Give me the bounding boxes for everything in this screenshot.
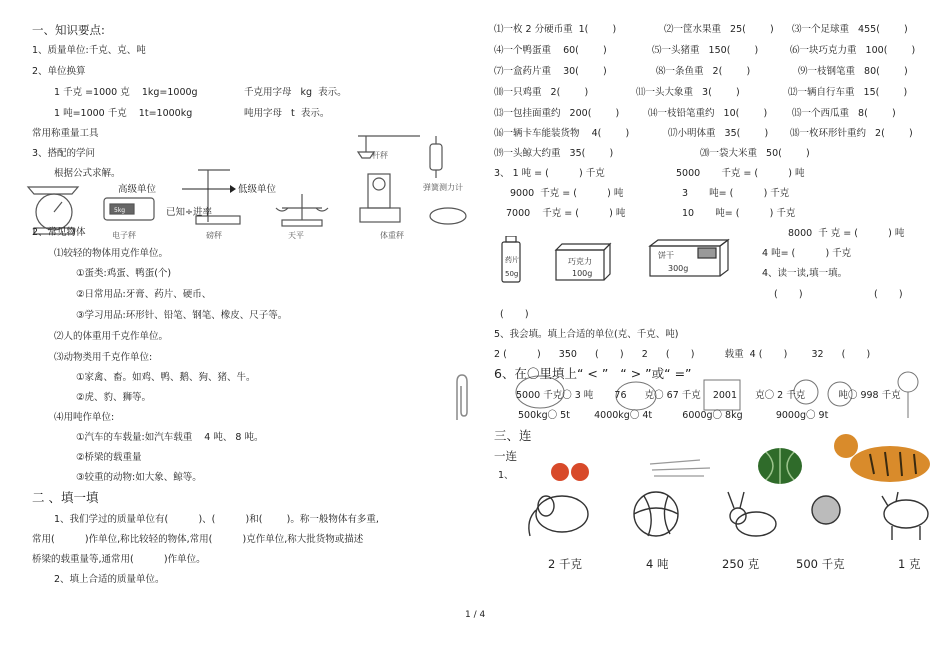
question-item: ⑿一辆自行车重 15( ) xyxy=(788,87,908,98)
text-line: 吨用字母 t 表示。 xyxy=(244,108,330,119)
section-heading: 二 、填一填 xyxy=(32,490,99,505)
question-item: ⑼一枝钢笔重 80( ) xyxy=(798,66,908,77)
match-bottom-row xyxy=(520,486,940,546)
text-line: 2、单位换算 xyxy=(32,66,86,77)
text-line: 1、我们学过的质量单位有( )、( )和( )。称一般物体有多重, xyxy=(54,514,379,525)
weight-option: 2 千克 xyxy=(548,557,582,571)
steelyard-icon xyxy=(358,136,420,158)
question-line: 2 ( ) 350 ( ) 2 ( ) 载重 4 ( ) 32 ( ) xyxy=(494,349,871,360)
text-line: 3、搭配的学问 xyxy=(32,148,96,159)
text-line: 1 吨=1000 千克 1t=1000kg xyxy=(54,108,193,119)
weight-option: 4 吨 xyxy=(646,557,669,571)
svg-text:5kg: 5kg xyxy=(114,207,126,214)
spring-scale-icon xyxy=(430,136,442,178)
text-line: ①家禽、畜。如鸡、鸭、鹅、狗、猪、牛。 xyxy=(76,372,256,383)
conversion-item: 3 吨= ( ) 千克 xyxy=(682,188,790,199)
answer-blank: ( ) xyxy=(874,289,903,300)
text-line: ③较重的动物:如大象、鲸等。 xyxy=(76,472,202,483)
text-line: 千克用字母 kg 表示。 xyxy=(244,87,347,98)
text-line: 1 千克 =1000 克 1kg=1000g xyxy=(54,87,198,98)
question-heading: 5、我会填。填上合适的单位(克、千克、吨) xyxy=(494,329,679,340)
biscuit-weight: 300g xyxy=(668,264,689,273)
coin-icon xyxy=(812,496,840,524)
scale-label: 天平 xyxy=(288,231,304,240)
scale-label: 磅秤 xyxy=(206,231,222,240)
question-item: ⑽一只鸡重 2( ) xyxy=(494,87,589,98)
conversion-item: 9000 千克 = ( ) 吨 xyxy=(510,188,624,199)
question-item: ⒂一个西瓜重 8( ) xyxy=(792,108,896,119)
text-line: ⑷用吨作单位: xyxy=(54,412,115,423)
text-line: ③学习用品:环形针、铅笔、钢笔、橡皮、尺子等。 xyxy=(76,310,288,321)
section-heading: 一、知识要点: xyxy=(32,23,105,37)
question-item: ⒃一辆卡车能装货物 4( ) xyxy=(494,128,630,139)
question-number: 1、 xyxy=(498,470,514,481)
text-line: ①蛋类:鸡蛋、鸭蛋(个) xyxy=(76,268,172,279)
chocolate-label: 巧克力 xyxy=(568,257,592,266)
text-line: 常用称重量工具 xyxy=(32,128,99,139)
section-heading: 三、连 xyxy=(494,428,532,443)
text-line: 1、质量单位:千克、克、吨 xyxy=(32,45,146,56)
scale-label: 杆秤 xyxy=(372,151,388,160)
text-line: 桥梁的载重量等,通常用( )作单位。 xyxy=(32,554,206,565)
weight-option: 250 克 xyxy=(722,557,760,571)
question-item: ⒇一袋大米重 50( ) xyxy=(700,148,810,159)
subheading: 一连 xyxy=(494,449,517,463)
rabbit-icon xyxy=(728,492,776,536)
medicine-weight: 50g xyxy=(505,270,519,278)
biscuit-label: 饼干 xyxy=(658,251,674,260)
text-line: ⑵人的体重用千克作单位。 xyxy=(54,331,169,342)
text-line: ⑴较轻的物体用克作单位。 xyxy=(54,248,169,259)
answer-blank: ( ) xyxy=(774,289,803,300)
question-item: ⑴一枚 2 分硬币重 1( ) xyxy=(494,24,617,35)
question-item: ⑷一个鸭蛋重 60( ) xyxy=(494,45,607,56)
text-line: 常用( )作单位,称比较轻的物体,常用( )克作单位,称大批货物或描述 xyxy=(32,534,364,545)
question-item: ⑶一个足球重 455( ) xyxy=(792,24,908,35)
question-item: ⑸一头猪重 150( ) xyxy=(652,45,759,56)
products-illustration xyxy=(498,236,748,286)
question-item: ⑹一块巧克力重 100( ) xyxy=(790,45,916,56)
text-line: ①汽车的车载量:如汽车载重 4 吨、 8 吨。 xyxy=(76,432,264,443)
chocolate-weight: 100g xyxy=(572,269,593,278)
text-line: 2、填上合适的质量单位。 xyxy=(54,574,165,585)
cow-icon xyxy=(882,492,928,540)
scale-label: 弹簧测力计 xyxy=(423,183,463,192)
elephant-icon xyxy=(529,496,588,536)
weight-option: 500 千克 xyxy=(796,557,845,571)
child-icon xyxy=(898,372,918,392)
match-top-row xyxy=(540,424,940,494)
question-item: ⒀一包挂面重约 200( ) xyxy=(494,108,620,119)
arrow-head-icon xyxy=(230,185,236,193)
paper-clip-icon xyxy=(451,372,473,424)
high-unit-label: 高级单位 xyxy=(118,184,157,195)
tomato-icon xyxy=(551,463,589,481)
question-item: ⑻一条鱼重 2( ) xyxy=(656,66,751,77)
scale-label: 电子秤 xyxy=(112,231,136,240)
conversion-item: 7000 千克 = ( ) 吨 xyxy=(506,208,626,219)
question-item: ⑾一头大象重 3( ) xyxy=(636,87,740,98)
question-heading: 6、在〇里填上“ < ” “ > ”或“ =” xyxy=(494,366,692,381)
text-line: ②桥梁的载重量 xyxy=(76,452,142,463)
question-line: 5000 千克〇 3 吨 76 克〇 67 千克 2001 克〇 2 千克 吨〇 998 千克 xyxy=(516,390,901,401)
answer-blank: ( ) xyxy=(500,309,529,320)
low-unit-label: 低级单位 xyxy=(238,184,277,195)
weight-option: 1 克 xyxy=(898,557,921,571)
conversion-item: 8000 千 克 = ( ) 吨 xyxy=(788,228,905,239)
question-line: 500kg〇 5t 4000kg〇 4t 6000g〇 8kg 9000g〇 9t xyxy=(518,410,829,421)
page-number: 1 / 4 xyxy=(465,610,486,620)
text-line: 根据公式求解。 xyxy=(54,168,121,179)
text-line: ⑶动物类用千克作单位: xyxy=(54,352,153,363)
question-item: ⑵一筐水果重 25( ) xyxy=(664,24,774,35)
tiger-icon xyxy=(834,434,930,482)
question-item: ⒁一枝铅笔重约 10( ) xyxy=(648,108,768,119)
question-item: ⑺一盒药片重 30( ) xyxy=(494,66,607,77)
question-item: ⒅一枚环形针重约 2( ) xyxy=(790,128,913,139)
volleyball-icon xyxy=(634,492,678,536)
paper-clips-icon xyxy=(650,460,710,476)
conversion-item: 5000 千克 = ( ) 吨 xyxy=(676,168,805,179)
electronic-scale-icon xyxy=(104,198,154,220)
scale-label: 体重秤 xyxy=(380,231,404,240)
question-item: ⒄小明体重 35( ) xyxy=(668,128,769,139)
text-line: ②日常用品:牙膏、药片、硬币、 xyxy=(76,289,212,300)
text-line: ②虎、豹、狮等。 xyxy=(76,392,152,403)
medicine-label: 药片 xyxy=(505,256,519,264)
balance-icon xyxy=(276,194,328,226)
known-rate-label: 已知÷进率 xyxy=(166,207,212,218)
question-heading: 4、读一读,填一填。 xyxy=(762,268,848,279)
question-item: ⒆一头鲸大约重 35( ) xyxy=(494,148,614,159)
conversion-item: 4 吨= ( ) 千克 xyxy=(762,248,852,259)
conversion-item: 10 吨= ( ) 千克 xyxy=(682,208,796,219)
watermelon-icon xyxy=(758,448,802,484)
conversion-item: 3、 1 吨 = ( ) 千克 xyxy=(494,168,605,179)
text-line: 2、常见物体 xyxy=(32,227,86,238)
body-scale-icon xyxy=(360,174,466,224)
